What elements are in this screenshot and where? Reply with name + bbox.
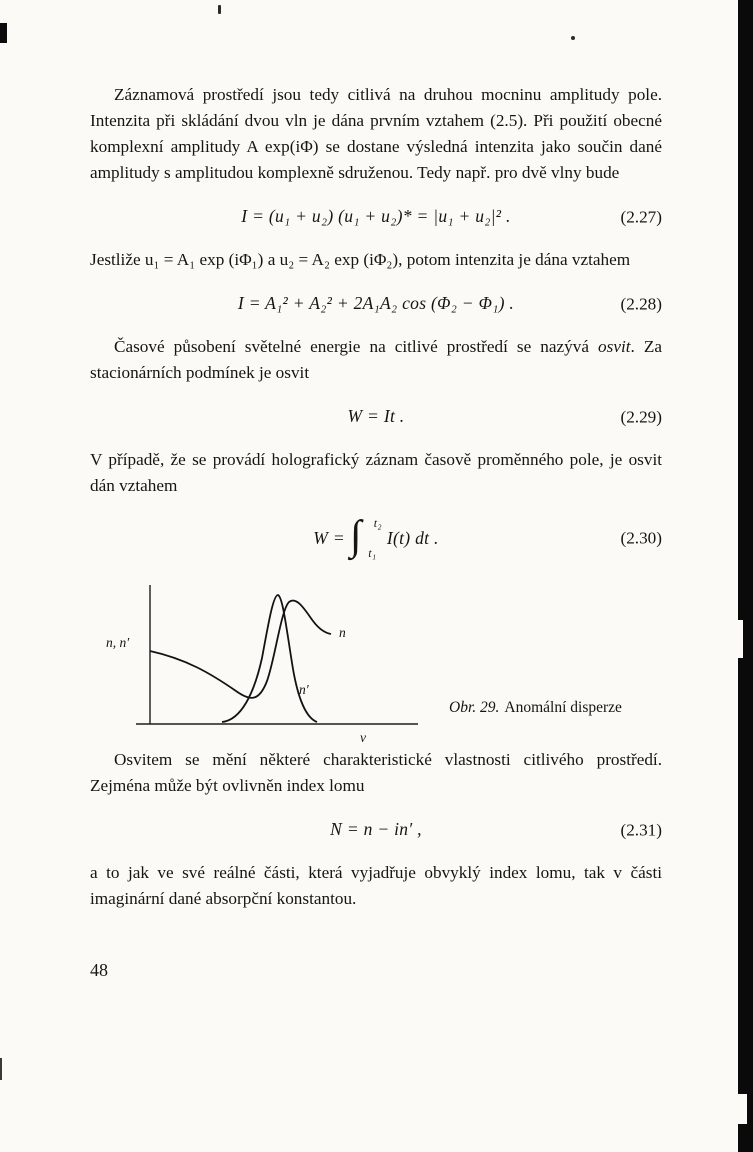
paragraph-exposure-text-b: . Za stacionárních podmínek je osvit <box>90 337 662 382</box>
equation-number: (2.31) <box>620 820 662 839</box>
equation-math: I = A₁² + A₂² + 2A₁A₂ cos (Φ₂ − Φ₁) . <box>237 293 515 313</box>
equation-number: (2.29) <box>620 407 662 426</box>
equation-2-31 <box>90 816 662 843</box>
scan-mark-left <box>0 1058 2 1080</box>
integral-lower-limit: t₁ <box>368 546 377 560</box>
paragraph-recording-media: Záznamová prostředí jsou tedy citlivá na druhou mocninu amplitudy pole. Intenzita při skládání dvou vln je dána prvním vztahem (2.5). Při použití obecné komplexní amplitudy A exp(iΦ) se dostane výsledná intenzita jako součin dané amplitudy s amplitudou komplexně sdruženou. Tedy např. pro dvě vlny bude <box>90 85 662 182</box>
x-axis-label: ν <box>360 730 366 745</box>
integral-upper-limit: t₂ <box>373 516 382 530</box>
scan-speck-dot <box>571 36 575 40</box>
figure-anomalous-dispersion <box>98 577 662 747</box>
scan-mark-top-left <box>0 23 7 43</box>
page-number: 48 <box>90 960 108 980</box>
dispersion-graph <box>98 577 433 747</box>
equation-math: W = It . <box>347 406 405 426</box>
equation-number: (2.27) <box>620 207 662 226</box>
equation-2-30 <box>90 513 662 560</box>
equation-math: I = (u₁ + u₂) (u₁ + u₂)* = |u₁ + u₂|² . <box>241 206 511 226</box>
page-content <box>90 82 662 981</box>
equation-2-28 <box>90 290 662 317</box>
paragraph-holographic-record: V případě, že se provádí holografický záznam časově proměnného pole, je osvit dán vztahem <box>90 450 662 495</box>
paragraph-exposure-text-a: Časové působení světelné energie na citlivé prostředí se nazývá <box>114 337 599 356</box>
paragraph-exposure-effects: Osvitem se mění některé charakteristické vlastnosti citlivého prostředí. Zejména může být ovlivněn index lomu <box>90 750 662 795</box>
term-osvit: osvit <box>598 337 631 356</box>
scan-edge-strip <box>738 0 753 1152</box>
paragraph-exposure <box>90 334 662 386</box>
figure-caption-number: Obr. 29. <box>449 699 500 716</box>
figure-caption <box>449 699 622 717</box>
n-prime-curve-label: n′ <box>299 682 309 697</box>
n-prime-curve <box>222 595 317 722</box>
integral-lhs: W = <box>313 527 345 548</box>
scan-strip-gap <box>738 1094 747 1124</box>
equation-number: (2.28) <box>620 294 662 313</box>
paragraph-complex-index: a to jak ve své reálné části, která vyjadřuje obvyklý index lomu, tak v části imaginární dané absorpční konstantou. <box>90 863 662 908</box>
paragraph-two-waves: Jestliže u₁ = A₁ exp (iΦ₁) a u₂ = A₂ exp (iΦ₂), potom intenzita je dána vztahem <box>90 250 631 269</box>
scan-strip-gap <box>738 620 743 658</box>
integral-limits <box>367 517 382 559</box>
n-curve-label: n <box>339 625 346 640</box>
equation-number: (2.30) <box>620 528 662 548</box>
y-axis-label: n, n′ <box>106 635 130 650</box>
equation-math <box>313 513 439 560</box>
integral-sign-icon: ∫ <box>349 513 362 559</box>
equation-2-27 <box>90 203 662 230</box>
scan-speck <box>218 5 221 14</box>
equation-2-29 <box>90 403 662 430</box>
integral-rhs: I(t) dt . <box>386 527 439 548</box>
equation-math: N = n − in′ , <box>330 819 422 839</box>
figure-caption-text: Anomální disperze <box>504 699 622 716</box>
